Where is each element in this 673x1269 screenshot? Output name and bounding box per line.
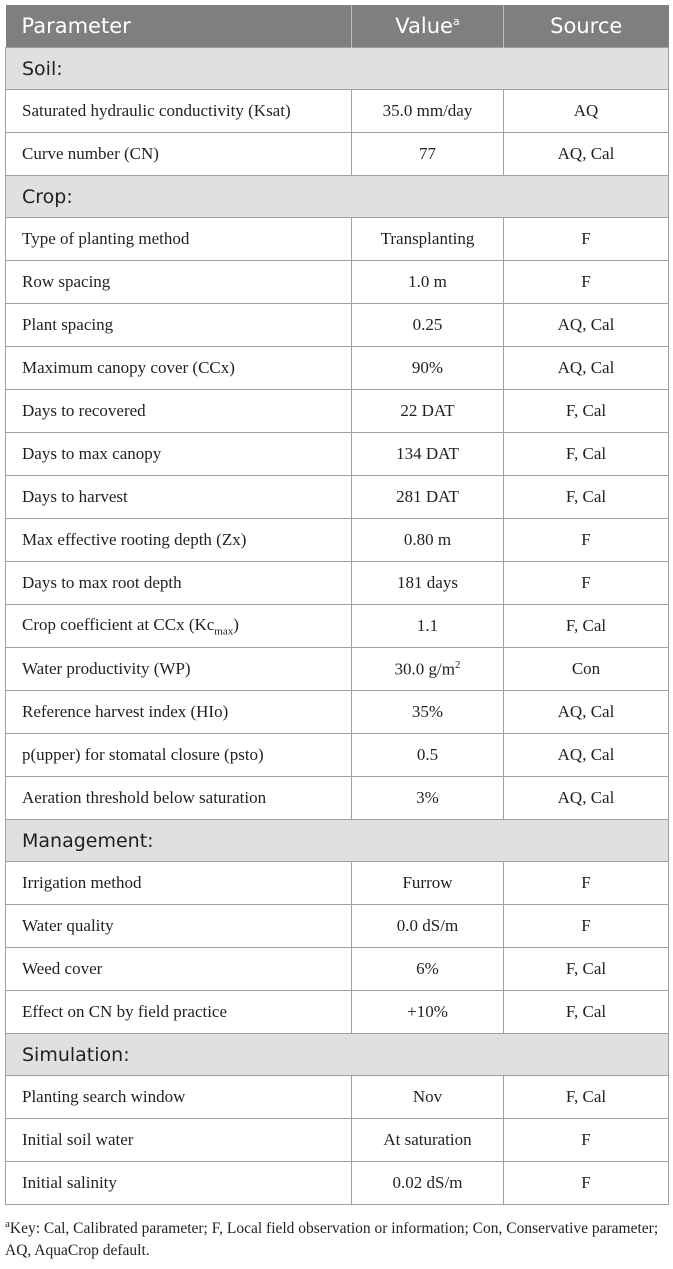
table-header-row: [6, 5, 669, 48]
section-header-row: [6, 1034, 669, 1076]
parameter-text: Days to harvest: [22, 487, 128, 506]
value-cell: [352, 605, 504, 648]
parameter-cell: [6, 691, 352, 734]
value-text: 0.25: [412, 315, 443, 334]
source-cell: F: [504, 562, 669, 605]
table-row: [6, 1119, 669, 1162]
table-row: [6, 1162, 669, 1205]
source-cell: AQ, Cal: [504, 691, 669, 734]
section-header-row: [6, 48, 669, 90]
value-cell: [352, 562, 504, 605]
value-cell: [352, 1162, 504, 1205]
parameter-cell: [6, 734, 352, 777]
table-row: [6, 1076, 669, 1119]
parameter-text: Plant spacing: [22, 315, 114, 334]
table-row: [6, 261, 669, 304]
header-value-footnote-mark: a: [452, 15, 460, 28]
table-row: [6, 991, 669, 1034]
parameter-cell: [6, 562, 352, 605]
value-text: 35%: [411, 702, 444, 721]
parameter-cell: [6, 862, 352, 905]
table-row: [6, 691, 669, 734]
value-text: 1.1: [416, 616, 439, 635]
parameter-text: Curve number (CN): [22, 144, 159, 163]
parameter-text: Type of planting method: [22, 229, 190, 248]
value-text: 35.0 mm/day: [382, 101, 473, 120]
parameter-cell: [6, 347, 352, 390]
source-cell: F: [504, 905, 669, 948]
value-cell: [352, 519, 504, 562]
parameter-cell: [6, 1119, 352, 1162]
value-text: +10%: [407, 1002, 448, 1021]
parameter-text: Aeration threshold below saturation: [22, 788, 267, 807]
value-cell: [352, 734, 504, 777]
parameter-text: Saturated hydraulic conductivity (Ksat): [22, 101, 291, 120]
value-text: 181 days: [397, 573, 458, 592]
source-cell: F, Cal: [504, 948, 669, 991]
header-value: [352, 5, 504, 48]
table-row: [6, 905, 669, 948]
value-cell: [352, 90, 504, 133]
value-text: 281 DAT: [396, 487, 459, 506]
source-cell: F: [504, 1162, 669, 1205]
parameter-table: [5, 5, 669, 1205]
value-cell: [352, 304, 504, 347]
parameter-text: p(upper) for stomatal closure (psto): [22, 745, 264, 764]
footnote-text: Key: Cal, Calibrated parameter; F, Local field observation or information; Con, Conservative parameter; AQ, AquaCrop default.: [5, 1220, 659, 1260]
value-cell: [352, 777, 504, 820]
table-row: [6, 347, 669, 390]
source-cell: AQ, Cal: [504, 347, 669, 390]
value-cell: [352, 347, 504, 390]
source-cell: Con: [504, 648, 669, 691]
value-cell: [352, 862, 504, 905]
parameter-text: Crop coefficient at CCx (Kc: [22, 614, 215, 634]
parameter-cell: [6, 90, 352, 133]
value-text: 0.02 dS/m: [392, 1173, 463, 1192]
table-row: [6, 734, 669, 777]
source-cell: F: [504, 261, 669, 304]
section-header-row: [6, 176, 669, 218]
parameter-cell: [6, 905, 352, 948]
source-cell: F: [504, 218, 669, 261]
table-row: [6, 390, 669, 433]
value-text: 90%: [411, 358, 444, 377]
source-cell: F, Cal: [504, 476, 669, 519]
parameter-cell: [6, 1076, 352, 1119]
parameter-cell: [6, 648, 352, 691]
value-superscript: 2: [454, 658, 461, 671]
value-text: 22 DAT: [400, 401, 455, 420]
value-text: 0.80 m: [403, 530, 452, 549]
table-row: [6, 433, 669, 476]
table-row: [6, 948, 669, 991]
parameter-text: Max effective rooting depth (Zx): [22, 530, 247, 549]
section-title: Management:: [6, 820, 669, 862]
parameter-cell: [6, 433, 352, 476]
parameter-cell: [6, 1162, 352, 1205]
parameter-text-end: ): [233, 614, 239, 634]
table-row: [6, 218, 669, 261]
value-text: 134 DAT: [396, 444, 459, 463]
section-header-row: [6, 820, 669, 862]
header-parameter: Parameter: [6, 5, 352, 48]
value-cell: [352, 1076, 504, 1119]
parameter-cell: [6, 605, 352, 648]
parameter-text: Planting search window: [22, 1087, 186, 1106]
source-cell: F, Cal: [504, 390, 669, 433]
parameter-text: Row spacing: [22, 272, 111, 291]
value-cell: [352, 133, 504, 176]
source-cell: F, Cal: [504, 433, 669, 476]
source-cell: AQ, Cal: [504, 734, 669, 777]
section-title: Soil:: [6, 48, 669, 90]
parameter-text: Maximum canopy cover (CCx): [22, 358, 235, 377]
table-footnote: [5, 1213, 668, 1262]
value-text: 0.0 dS/m: [396, 916, 459, 935]
value-cell: [352, 218, 504, 261]
value-cell: [352, 905, 504, 948]
value-cell: [352, 691, 504, 734]
source-cell: F, Cal: [504, 991, 669, 1034]
value-text: 1.0 m: [408, 272, 447, 291]
parameter-cell: [6, 261, 352, 304]
table-row: [6, 133, 669, 176]
table-row: [6, 519, 669, 562]
parameter-text: Reference harvest index (HIo): [22, 702, 229, 721]
parameter-text: Irrigation method: [22, 873, 142, 892]
value-text: 30.0 g/m: [394, 659, 455, 679]
parameter-cell: [6, 218, 352, 261]
value-cell: [352, 991, 504, 1034]
source-cell: F: [504, 862, 669, 905]
footnote-mark: a: [5, 1218, 10, 1230]
source-cell: AQ, Cal: [504, 304, 669, 347]
section-title: Simulation:: [6, 1034, 669, 1076]
parameter-cell: [6, 133, 352, 176]
table-row: [6, 648, 669, 691]
source-cell: F: [504, 1119, 669, 1162]
value-cell: [352, 1119, 504, 1162]
table-body: [6, 48, 669, 1205]
table-row: [6, 562, 669, 605]
value-cell: [352, 648, 504, 691]
value-cell: [352, 433, 504, 476]
parameter-cell: [6, 991, 352, 1034]
parameter-cell: [6, 777, 352, 820]
parameter-subscript: max: [214, 625, 234, 638]
table-row: [6, 605, 669, 648]
source-cell: AQ: [504, 90, 669, 133]
value-text: 77: [419, 144, 436, 163]
value-cell: [352, 476, 504, 519]
parameter-text: Days to max canopy: [22, 444, 162, 463]
source-cell: F, Cal: [504, 1076, 669, 1119]
value-text: 6%: [416, 959, 439, 978]
parameter-text: Days to max root depth: [22, 573, 182, 592]
value-cell: [352, 948, 504, 991]
value-text: Nov: [412, 1087, 443, 1106]
parameter-cell: [6, 390, 352, 433]
value-cell: [352, 390, 504, 433]
parameter-text: Initial salinity: [22, 1173, 117, 1192]
header-value-label: Value: [395, 14, 453, 38]
table-row: [6, 476, 669, 519]
table-row: [6, 862, 669, 905]
parameter-table-container: [5, 5, 668, 1262]
source-cell: AQ, Cal: [504, 133, 669, 176]
header-source: Source: [504, 5, 669, 48]
table-row: [6, 304, 669, 347]
source-cell: F, Cal: [504, 605, 669, 648]
value-text: 3%: [416, 788, 439, 807]
parameter-cell: [6, 304, 352, 347]
table-row: [6, 90, 669, 133]
parameter-text: Water productivity (WP): [22, 659, 191, 678]
parameter-text: Effect on CN by field practice: [22, 1002, 228, 1021]
value-text: Furrow: [402, 873, 453, 892]
parameter-cell: [6, 519, 352, 562]
parameter-text: Initial soil water: [22, 1130, 134, 1149]
parameter-text: Days to recovered: [22, 401, 146, 420]
parameter-text: Water quality: [22, 916, 114, 935]
source-cell: AQ, Cal: [504, 777, 669, 820]
value-text: Transplanting: [380, 229, 475, 248]
parameter-cell: [6, 948, 352, 991]
parameter-cell: [6, 476, 352, 519]
value-text: 0.5: [416, 745, 439, 764]
table-row: [6, 777, 669, 820]
section-title: Crop:: [6, 176, 669, 218]
value-cell: [352, 261, 504, 304]
parameter-text: Weed cover: [22, 959, 103, 978]
value-text: At saturation: [383, 1130, 472, 1149]
source-cell: F: [504, 519, 669, 562]
